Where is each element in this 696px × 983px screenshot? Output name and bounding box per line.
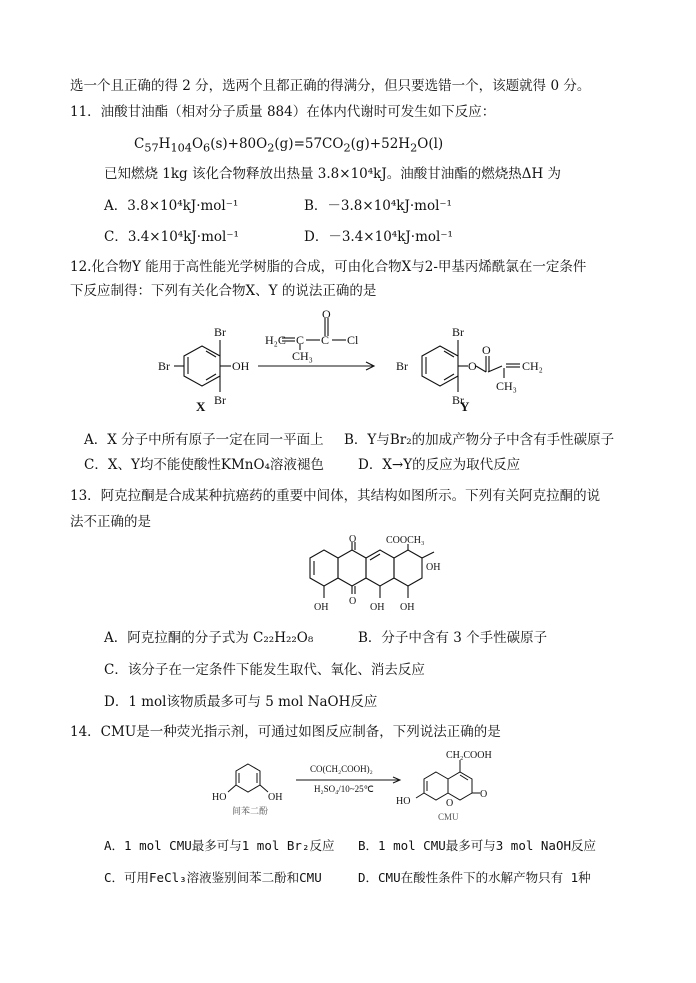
x-br-bottom: Br (214, 393, 226, 407)
reactant-ho: HO (212, 792, 227, 803)
q13-option-a: A．阿克拉酮的分子式为 C₂₂H₂₂O₈ (104, 630, 314, 646)
reagent-h2c: H₂C (265, 333, 286, 347)
label-x: X (196, 399, 206, 414)
reagent-top: CO(CH₂COOH)₂ (310, 764, 373, 774)
q11-option-c: C．3.4×10⁴kJ·mol⁻¹ (104, 229, 239, 245)
q11-stem: 11．油酸甘油酯（相对分子质量 884）在体内代谢时可发生如下反应： (70, 104, 496, 120)
product-ring-o: O (446, 798, 454, 809)
q12-option-a: A．X 分子中所有原子一定在同一平面上 (84, 432, 324, 448)
q11-option-a: A．3.8×10⁴kJ·mol⁻¹ (104, 198, 239, 214)
q13-option-d: D．1 mol该物质最多可与 5 mol NaOH反应 (104, 694, 378, 710)
q13-o-bottom: O (349, 596, 357, 607)
q12-stem-line2: 下反应制得：下列有关化合物X、Y 的说法正确的是 (70, 283, 377, 299)
x-br-top: Br (214, 325, 226, 339)
q13-oh-3: OH (400, 602, 415, 613)
y-br-bottom: Br (452, 393, 464, 407)
reactant-name: 间苯二酚 (232, 806, 269, 816)
reagent-c1: C (296, 333, 305, 347)
q13-structure (290, 534, 450, 620)
y-o-carbonyl: O (482, 343, 491, 357)
reagent-o: O (322, 307, 331, 321)
q13-o-top: O (349, 534, 357, 545)
product-ch2cooh: CH₂COOH (446, 750, 492, 761)
x-br-left: Br (158, 359, 170, 373)
q14-option-a: A．1 mol CMU最多可与1 mol Br₂反应 (104, 838, 335, 853)
label-y: Y (460, 399, 470, 414)
q13-option-c: C．该分子在一定条件下能发生取代、氧化、消去反应 (104, 662, 425, 678)
q13-stem-line1: 13．阿克拉酮是合成某种抗癌药的重要中间体，其结构如图所示。下列有关阿克拉酮的说 (70, 488, 601, 504)
q13-option-b: B．分子中含有 3 个手性碳原子 (358, 630, 548, 646)
reagent-ch3: CH₃ (292, 349, 313, 363)
x-oh: OH (232, 359, 250, 373)
product-name: CMU (438, 812, 459, 822)
y-o-ester: O (468, 359, 477, 373)
q14-option-b: B．1 mol CMU最多可与3 mol NaOH反应 (358, 838, 597, 853)
product-ho: HO (396, 796, 411, 807)
q12-option-b: B．Y与Br₂的加成产物分子中含有手性碳原子 (344, 432, 615, 448)
q12-option-c: C．X、Y均不能使酸性KMnO₄溶液褪色 (84, 457, 324, 473)
reagent-c2: C (321, 333, 330, 347)
q13-cooch3: COOCH₃ (386, 535, 425, 546)
y-br-top: Br (452, 325, 464, 339)
y-ch2: CH₂ (522, 359, 543, 373)
q13-oh-2: OH (370, 602, 385, 613)
q14-stem: 14．CMU是一种荧光指示剂，可通过如图反应制备，下列说法正确的是 (70, 724, 501, 740)
y-ch3: CH₃ (496, 379, 517, 393)
y-br-left: Br (396, 359, 408, 373)
q13-stem-line2: 法不正确的是 (70, 514, 151, 530)
q14-reaction-scheme (210, 748, 530, 828)
reactant-oh: OH (268, 792, 283, 803)
q11-equation: $C_{57}H_{104}O_6(s)+80O_2(g)=57CO_2(g)+52H_2O(l)$ (134, 136, 444, 155)
q12-stem-line1: 12.化合物Y 能用于高性能光学树脂的合成，可由化合物X与2-甲基丙烯酰氯在一定条件 (70, 259, 587, 275)
q13-oh-right: OH (426, 562, 441, 573)
q11-option-d: D．－3.4×10⁴kJ·mol⁻¹ (304, 229, 453, 245)
q14-option-d: D．CMU在酸性条件下的水解产物只有 1种 (358, 870, 591, 885)
reagent-bottom: H₂SO₄/10~25℃ (314, 784, 374, 794)
q12-reaction-scheme (140, 307, 580, 420)
product-carbonyl-o: O (480, 789, 488, 800)
reagent-cl: Cl (347, 333, 359, 347)
q13-oh-1: OH (314, 602, 329, 613)
q14-option-c: C．可用FeCl₃溶液鉴别间苯二酚和CMU (104, 870, 322, 885)
q12-option-d: D．X→Y的反应为取代反应 (358, 457, 521, 473)
q11-option-b: B．－3.8×10⁴kJ·mol⁻¹ (304, 198, 452, 214)
q11-given: 已知燃烧 1kg 该化合物释放出热量 3.8×10⁴kJ。油酸甘油酯的燃烧热ΔH 为 (104, 166, 562, 182)
intro-text: 选一个且正确的得 2 分，选两个且都正确的得满分，但只要选错一个，该题就得 0 分。 (70, 78, 591, 94)
